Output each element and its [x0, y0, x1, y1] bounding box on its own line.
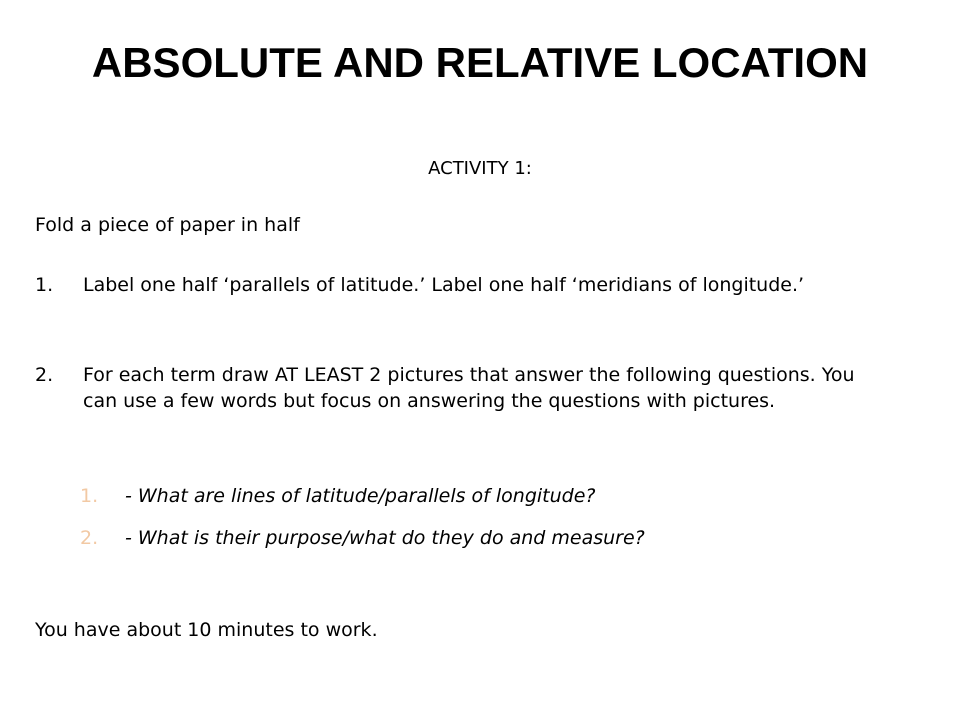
slide-title: ABSOLUTE AND RELATIVE LOCATION	[91, 39, 869, 86]
list-item-number: 2.	[35, 364, 54, 386]
list-item-text: For each term draw AT LEAST 2 pictures that answer the following questions. You can use a few words but focus on answering the questions with pictures.	[83, 364, 855, 412]
activity-subtitle: ACTIVITY 1:	[428, 158, 532, 179]
sub-list-item-text: - What is their purpose/what do they do and measure?	[125, 527, 645, 549]
sub-list-item-text: - What are lines of latitude/parallels of longitude?	[125, 485, 596, 507]
list-item-number: 1.	[35, 274, 54, 296]
intro-instruction: Fold a piece of paper in half	[35, 214, 300, 236]
sub-list-item-number: 2.	[80, 527, 99, 549]
sub-list-item-number: 1.	[80, 485, 99, 507]
list-item-text: Label one half ‘parallels of latitude.’ Label one half ‘meridians of longitude.’	[83, 274, 805, 296]
closing-note: You have about 10 minutes to work.	[35, 619, 378, 641]
